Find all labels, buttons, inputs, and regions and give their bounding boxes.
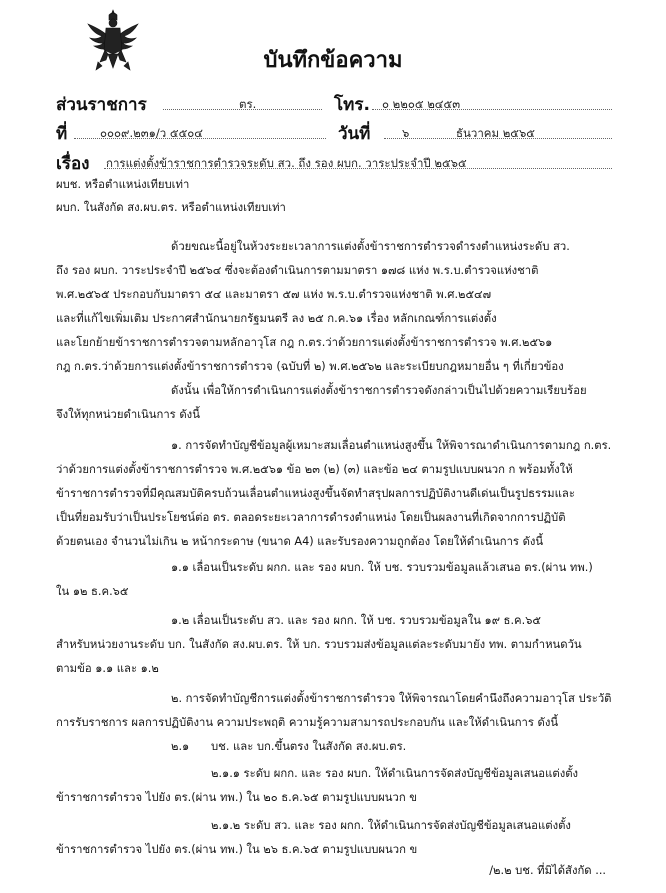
body-line-13: ด้วยตนเอง จำนวนไม่เกิน ๒ หน้ากระดาษ (ขนาด A4) และรับรองความถูกต้อง โดยให้ดำเนินการ ดังนี้	[56, 535, 544, 548]
body-line-16: ๑.๒ เลื่อนเป็นระดับ สว. และ รอง ผกก. ให้ บช. รวบรวมข้อมูลใน ๑๙ ธ.ค.๖๕	[171, 614, 541, 627]
body-line-23: ๒.๑.๑ ระดับ ผกก. และ รอง ผบก. ให้ดำเนินการจัดส่งบัญชีข้อมูลเสนอแต่งตั้ง	[211, 767, 579, 780]
body-line-4: และที่แก้ไขเพิ่มเติม ประกาศสำนักนายกรัฐมนตรี ลง ๒๕ ก.ค.๖๑ เรื่อง หลักเกณฑ์การแต่งตั้ง	[56, 312, 497, 325]
body-line-14: ๑.๑ เลื่อนเป็นระดับ ผกก. และ รอง ผบก. ให้ บช. รวบรวมข้อมูลแล้วเสนอ ตร.(ผ่าน ทพ.)	[171, 561, 593, 574]
body-line-9: ๑. การจัดทำบัญชีข้อมูลผู้เหมาะสมเลื่อนตำแหน่งสูงขึ้น ให้พิจารณาดำเนินการตามกฎ ก.ตร.	[171, 439, 612, 452]
ref-value: ๐๐๐๙.๒๓๑/ว ๕๕๐๔	[100, 126, 203, 140]
body-line-7: ดังนั้น เพื่อให้การดำเนินการแต่งตั้งข้าราชการตำรวจดังกล่าวเป็นไปด้วยความเรียบร้อย	[171, 384, 587, 397]
section-2-1-number: ๒.๑	[171, 740, 190, 753]
body-line-19: ๒. การจัดทำบัญชีการแต่งตั้งข้าราชการตำรวจ ให้พิจารณาโดยคำนึงถึงความอาวุโส ประวัติ	[171, 692, 612, 705]
body-line-6: กฎ ก.ตร.ว่าด้วยการแต่งตั้งข้าราชการตำรวจ (ฉบับที่ ๒) พ.ศ.๒๕๖๒ และระเบียบกฎหมายอื่น ๆ ที่เกี่ยวข้อง	[56, 360, 564, 373]
document-title: บันทึกข้อความ	[263, 48, 403, 73]
recipient-line-1: ผบช. หรือตำแหน่งเทียบเท่า	[56, 178, 190, 191]
body-line-5: และโยกย้ายข้าราชการตำรวจตามหลักอาวุโส กฎ ก.ตร.ว่าด้วยการแต่งตั้งข้าราชการตำรวจ พ.ศ.๒๕๖๑	[56, 336, 553, 349]
recipient-line-2: ผบก. ในสังกัด สง.ผบ.ตร. หรือตำแหน่งเทียบเท่า	[56, 201, 286, 214]
section-2-1-text: บช. และ บก.ขึ้นตรง ในสังกัด สง.ผบ.ตร.	[211, 740, 407, 753]
body-line-24: ข้าราชการตำรวจ ไปยัง ตร.(ผ่าน ทพ.) ใน ๒๐ ธ.ค.๖๕ ตามรูปแบบผนวก ข	[56, 791, 417, 804]
date-day: ๖	[402, 126, 410, 140]
body-line-26: ข้าราชการตำรวจ ไปยัง ตร.(ผ่าน ทพ.) ใน ๒๖ ธ.ค.๖๕ ตามรูปแบบผนวก ข	[56, 843, 418, 856]
subject-label: เรื่อง	[56, 154, 90, 174]
date-label: วันที่	[338, 124, 371, 144]
body-line-25: ๒.๑.๒ ระดับ สว. และ รอง ผกก. ให้ดำเนินการจัดส่งบัญชีข้อมูลเสนอแต่งตั้ง	[211, 819, 571, 832]
tel-label: โทร.	[334, 95, 370, 115]
body-line-2: ถึง รอง ผบก. วาระประจำปี ๒๕๖๔ ซึ่งจะต้องดำเนินการตามมาตรา ๑๗๘ แห่ง พ.ร.บ.ตำรวจแห่งชาติ	[56, 264, 539, 277]
continuation-footer: /๒.๒ บช. ที่มิได้สังกัด ...	[489, 864, 606, 877]
body-line-15: ใน ๑๒ ธ.ค.๖๕	[56, 585, 129, 598]
body-line-11: ข้าราชการตำรวจที่มีคุณสมบัติครบถ้วนเลื่อนตำแหน่งสูงขึ้นจัดทำสรุปผลการปฏิบัติงานดีเด่นเป็นรูปธรรมและ	[56, 487, 575, 500]
tel-value: ๐ ๒๒๐๕ ๒๔๕๓	[382, 97, 461, 111]
body-line-20: การรับราชการ ผลการปฏิบัติงาน ความประพฤติ ความรู้ความสามารถประกอบกัน และให้ดำเนินการ ดังนี้	[56, 716, 559, 729]
body-line-8: จึงให้ทุกหน่วยดำเนินการ ดังนี้	[56, 408, 200, 421]
body-line-12: เป็นที่ยอมรับว่าเป็นประโยชน์ต่อ ตร. ตลอดระยะเวลาการดำรงตำแหน่ง โดยเป็นผลงานที่เกิดจากการปฏิบัติ	[56, 511, 566, 524]
date-value: ธันวาคม ๒๕๖๕	[456, 126, 536, 140]
agency-label: ส่วนราชการ	[56, 95, 147, 115]
body-line-3: พ.ศ.๒๕๖๕ ประกอบกับมาตรา ๕๔ และมาตรา ๕๗ แห่ง พ.ร.บ.ตำรวจแห่งชาติ พ.ศ.๒๕๔๗	[56, 288, 492, 301]
subject-value: การแต่งตั้งข้าราชการตำรวจระดับ สว. ถึง รอง ผบก. วาระประจำปี ๒๕๖๕	[106, 156, 467, 170]
body-line-10: ว่าด้วยการแต่งตั้งข้าราชการตำรวจ พ.ศ.๒๕๖๑ ข้อ ๒๓ (๒) (๓) และข้อ ๒๔ ตามรูปแบบผนวก ก พร้อมทั้งให้	[56, 463, 573, 476]
body-line-1: ด้วยขณะนี้อยู่ในห้วงระยะเวลาการแต่งตั้งข้าราชการตำรวจดำรงตำแหน่งระดับ สว.	[171, 240, 570, 253]
agency-value: ตร.	[239, 97, 257, 111]
body-line-18: ตามข้อ ๑.๑ และ ๑.๒	[56, 662, 159, 675]
ref-label: ที่	[56, 124, 68, 144]
body-line-17: สำหรับหน่วยงานระดับ บก. ในสังกัด สง.ผบ.ตร. ให้ บก. รวบรวมส่งข้อมูลแต่ละระดับมายัง ทพ. ตามกำหนดวัน	[56, 638, 582, 651]
